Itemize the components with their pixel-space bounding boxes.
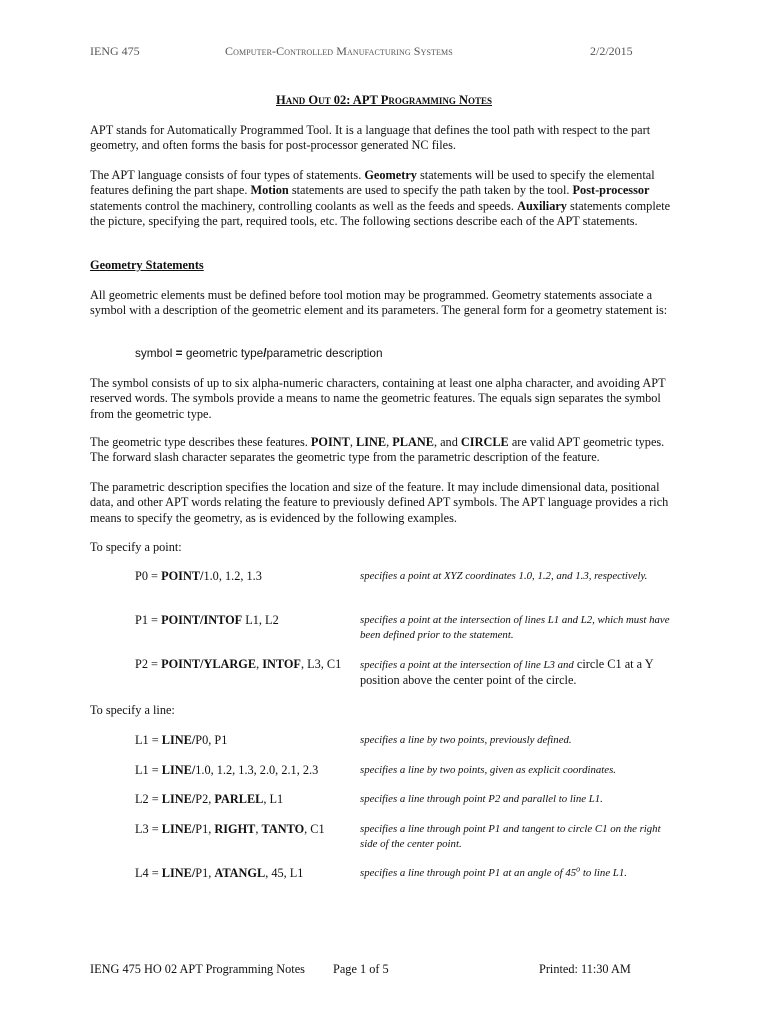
line-note-1: specifies a line by two points, previously defined.: [360, 734, 572, 746]
point-note-p2: specifies a point at the intersection of line L3 and circle C1 at a Y position above the center point of the circle.: [360, 657, 654, 688]
line-example-4: L3 = LINE/P1, RIGHT, TANTO, C1: [135, 822, 325, 836]
point-intro: To specify a point:: [90, 540, 182, 554]
footer-page-number: Page 1 of 5: [333, 962, 389, 976]
auxiliary-term: Auxiliary: [517, 198, 567, 213]
types-paragraph: The geometric type describes these features. POINT, LINE, PLANE, and CIRCLE are valid APT geometric types. The forward slash character separates the geometric type from the parametric description of the feature.: [90, 435, 665, 465]
footer-printed-time: Printed: 11:30 AM: [539, 962, 631, 976]
geometry-heading: Geometry Statements: [90, 258, 204, 272]
header-course-title: Computer-Controlled Manufacturing Systems: [225, 44, 453, 58]
geometry-intro-paragraph: All geometric elements must be defined before tool motion may be programmed. Geometry statements associate a symbol with a description of the geometric element and its parameters. The general form for a geometry statement is:: [90, 288, 668, 318]
postprocessor-term: Post-processor: [572, 183, 650, 198]
header-course: IENG 475: [90, 44, 140, 58]
line-example-5: L4 = LINE/P1, ATANGL, 45, L1: [135, 866, 304, 880]
line-example-1: L1 = LINE/P0, P1: [135, 733, 228, 747]
page-title: Hand Out 02: APT Programming Notes: [276, 93, 492, 107]
header-date: 2/2/2015: [590, 44, 633, 58]
line-example-2: L1 = LINE/1.0, 1.2, 1.3, 2.0, 2.1, 2.3: [135, 763, 319, 777]
line-note-3: specifies a line through point P2 and parallel to line L1.: [360, 793, 603, 805]
point-example-p1: P1 = POINT/INTOF L1, L2: [135, 613, 279, 627]
language-paragraph: The APT language consists of four types of statements. Geometry statements will be used to specify the elemental features defining the part shape. Motion statements are used to specify the path taken by the tool. Post-processor statements control the machinery, controlling coolants as well as the feeds and speeds. Auxiliary statements complete the picture, specifying the part, required tools, etc. The following sections describe each of the APT statements.: [90, 168, 671, 228]
general-form: symbol = geometric type/parametric description: [135, 346, 383, 360]
footer-document-name: IENG 475 HO 02 APT Programming Notes: [90, 962, 305, 976]
line-example-3: L2 = LINE/P2, PARLEL, L1: [135, 792, 284, 806]
point-note-p0: specifies a point at XYZ coordinates 1.0, 1.2, and 1.3, respectively.: [360, 570, 648, 582]
line-note-4: specifies a line through point P1 and tangent to circle C1 on the right side of the center point.: [360, 823, 661, 851]
motion-term: Motion: [250, 183, 289, 198]
parametric-paragraph: The parametric description specifies the location and size of the feature. It may include dimensional data, positional data, and other APT words relating the feature to previously defined APT symbols. The APT language provides a rich means to specify the geometry, as is evidenced by the following examples.: [90, 480, 669, 525]
line-note-2: specifies a line by two points, given as explicit coordinates.: [360, 764, 616, 776]
point-note-p1: specifies a point at the intersection of lines L1 and L2, which must have been defined prior to the statement.: [360, 614, 670, 642]
geometry-term: Geometry: [364, 168, 417, 182]
line-intro: To specify a line:: [90, 703, 175, 717]
point-example-p2: P2 = POINT/YLARGE, INTOF, L3, C1: [135, 657, 342, 671]
line-note-5: specifies a line through point P1 at an angle of 45$^o$ to line L1.: [360, 864, 627, 879]
symbol-paragraph: The symbol consists of up to six alpha-numeric characters, containing at least one alpha character, and avoiding APT reserved words. The symbols provide a means to name the geometric features. The equals sign separates the symbol from the geometric type.: [90, 376, 666, 421]
intro-paragraph: APT stands for Automatically Programmed Tool. It is a language that defines the tool path with respect to the part geometry, and often forms the basis for post-processor generated NC files.: [90, 123, 651, 153]
point-example-p0: P0 = POINT/1.0, 1.2, 1.3: [135, 569, 262, 583]
